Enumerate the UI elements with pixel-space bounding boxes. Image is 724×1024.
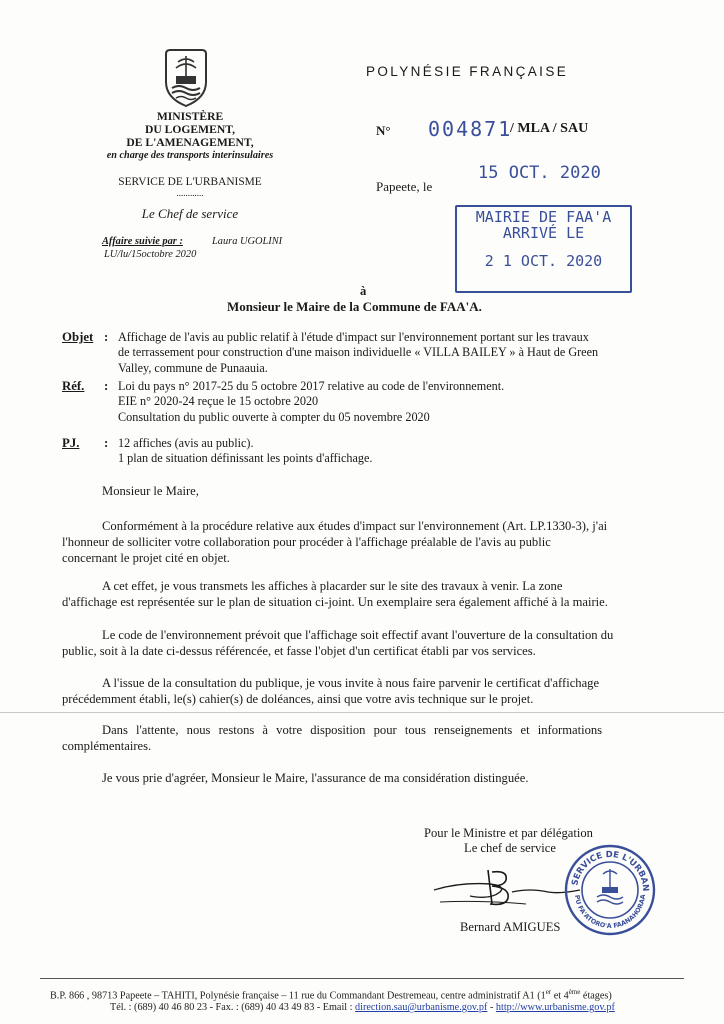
signatory-name: Bernard AMIGUES — [460, 920, 561, 934]
ref-label: Réf. — [62, 379, 85, 393]
paragraph-line: public, soit à la date ci-dessus référencée, et fasse l'objet d'un certificat établi par vos services. — [62, 644, 536, 658]
received-stamp-line-2: ARRIVÉ LE — [502, 224, 585, 242]
place-date-label: Papeete, le — [376, 179, 433, 194]
ref-line: Consultation du public ouverte à compter du 05 novembre 2020 — [118, 409, 430, 424]
objet-line: Valley, commune de Punaauia. — [118, 360, 268, 375]
pj-line: 12 affiches (avis au public). — [118, 436, 254, 450]
footer-address-text-1: B.P. 866 , 98713 Papeete – TAHITI, Polynésie française – 11 rue du Commandant Destremeau, centre administratif A1 (1 — [50, 990, 546, 1002]
service-dots: ............ — [176, 188, 204, 198]
footer-divider — [40, 978, 684, 979]
paragraph-line: d'affichage est représentée sur le plan de situation ci-joint. Un exemplaire sera également affiché à la mairie. — [62, 595, 608, 609]
footer-separator: - — [487, 1002, 496, 1013]
objet-label: Objet — [62, 330, 94, 344]
paragraph-line: A cet effet, je vous transmets les affiches à placarder sur le site des travaux à venir. La zone — [102, 579, 563, 593]
ministry-subtitle: en charge des transports interinsulaires — [106, 150, 274, 161]
service-name: SERVICE DE L'URBANISME — [118, 176, 262, 188]
body-paragraph-3 — [62, 627, 678, 659]
body-paragraph-4 — [62, 675, 678, 707]
objet-line: de terrassement pour construction d'une maison individuelle « VILLA BAILEY » à Haut de Green — [118, 345, 599, 360]
reference-prefix: N° — [376, 123, 391, 138]
ref-colon: : — [104, 379, 109, 393]
chief-of-service: Le Chef de service — [141, 206, 239, 221]
paragraph-line: A l'issue de la consultation du publique, je vous invite à nous faire parvenir le certificat d'affichage — [102, 676, 600, 690]
body-paragraph-6 — [62, 770, 678, 786]
reference-number: 004871 — [428, 117, 513, 141]
ministry-line-2: DU LOGEMENT, — [145, 123, 235, 136]
coat-of-arms-icon — [162, 48, 210, 108]
paragraph-line: Dans l'attente, nous restons à votre disposition pour tous renseignements et informations — [102, 723, 603, 737]
received-stamp — [455, 205, 632, 293]
ministry-line-1: MINISTÈRE — [156, 110, 224, 123]
ministry-block — [90, 110, 290, 149]
ministry-line-3: DE L'AMENAGEMENT, — [126, 136, 254, 149]
objet-line: Affichage de l'avis au public relatif à l'étude d'impact sur l'environnement portant sur les travaux — [118, 330, 589, 344]
ref-text — [118, 379, 678, 425]
date-stamp: 15 OCT. 2020 — [478, 163, 601, 183]
addressee-name: Monsieur le Maire de la Commune de FAA'A. — [227, 299, 482, 314]
paragraph-line: précédemment établi, le(s) cahier(s) de doléances, ainsi que votre avis technique sur le projet. — [62, 692, 534, 706]
pj-colon: : — [104, 436, 109, 450]
body-paragraph-1 — [62, 518, 678, 566]
footer-address-text-2: et 4 — [551, 990, 569, 1002]
affaire-person: Laura UGOLINI — [212, 236, 283, 247]
reference-suffix: / MLA / SAU — [510, 121, 589, 136]
urbanisme-seal-icon — [563, 843, 657, 937]
addressee-a: à — [360, 284, 367, 298]
footer-sup-2: ème — [568, 988, 581, 996]
pj-line: 1 plan de situation définissant les points d'affichage. — [118, 451, 373, 466]
footer-sup-1: er — [545, 988, 552, 996]
objet-text — [118, 330, 678, 376]
objet-colon: : — [104, 330, 109, 344]
footer-phone-fax: Tél. : (689) 40 46 80 23 - Fax. : (689) 40 43 49 83 - Email : — [110, 1002, 356, 1013]
paragraph-line: concernant le projet cité en objet. — [62, 551, 230, 565]
footer-email-link[interactable]: direction.sau@urbanisme.gov.pf — [355, 1002, 488, 1013]
signature-delegation: Pour le Ministre et par délégation — [424, 826, 593, 840]
seal-text-top: SERVICE DE L'URBAN — [570, 849, 651, 892]
scan-fold-line — [0, 712, 724, 713]
seal-text-bottom: PU FA'ATORO'A FAANAHORAA — [573, 893, 648, 931]
received-stamp-line-1: MAIRIE DE FAA'A — [475, 208, 612, 226]
signature-title: Le chef de service — [464, 841, 556, 855]
footer-contact — [110, 1002, 615, 1013]
body-paragraph-5 — [62, 722, 678, 754]
country-title: POLYNÉSIE FRANÇAISE — [366, 64, 569, 79]
affaire-label: Affaire suivie par : — [102, 236, 183, 247]
paragraph-line: Conformément à la procédure relative aux études d'impact sur l'environnement (Art. LP.1330-3), j'ai — [102, 519, 608, 533]
pj-text — [118, 436, 678, 467]
paragraph-line: l'honneur de solliciter votre collaboration pour procéder à l'affichage préalable de l'avis au public — [62, 535, 551, 549]
ref-line: EIE n° 2020-24 reçue le 15 octobre 2020 — [118, 394, 319, 409]
paragraph-line: Je vous prie d'agréer, Monsieur le Maire, l'assurance de ma considération distinguée. — [102, 771, 529, 785]
paragraph-line: complémentaires. — [62, 739, 152, 753]
footer-address — [50, 988, 612, 1001]
affaire-reference: LU/lu/15octobre 2020 — [104, 249, 197, 260]
footer-address-text-3: étages) — [580, 990, 612, 1002]
footer-website-link[interactable]: http://www.urbanisme.gov.pf — [495, 1002, 615, 1013]
pj-label: PJ. — [62, 436, 80, 450]
body-paragraph-2 — [62, 578, 678, 610]
ref-line: Loi du pays n° 2017-25 du 5 octobre 2017 relative au code de l'environnement. — [118, 379, 505, 393]
salutation: Monsieur le Maire, — [102, 484, 199, 498]
paragraph-line: Le code de l'environnement prévoit que l'affichage soit effectif avant l'ouverture de la consultation du — [102, 628, 614, 642]
received-stamp-date: 2 1 OCT. 2020 — [484, 252, 603, 270]
